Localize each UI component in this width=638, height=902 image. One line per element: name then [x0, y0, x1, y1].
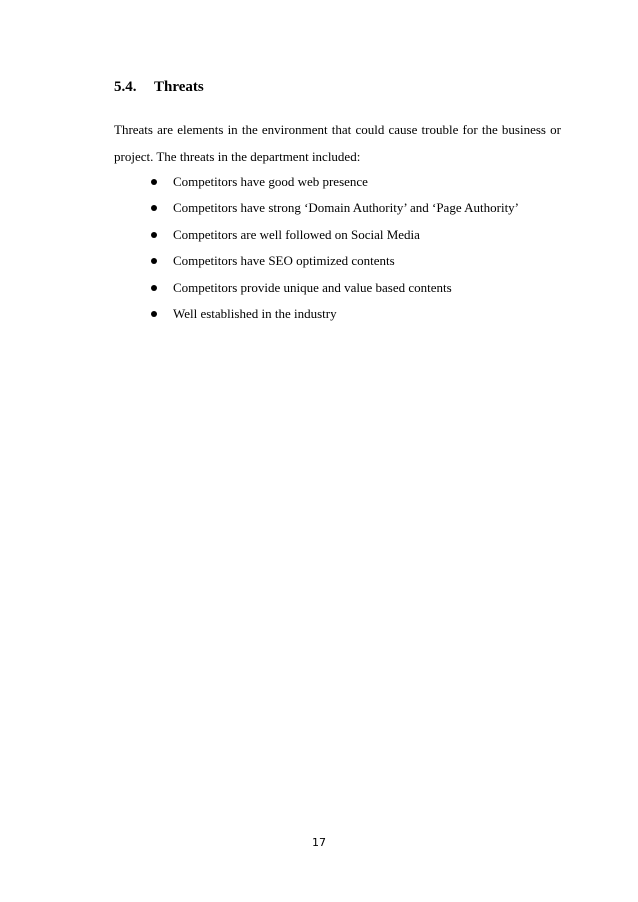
list-item-text: Competitors have strong ‘Domain Authority’ and ‘Page Authority’ — [173, 200, 520, 216]
list-item — [151, 172, 519, 198]
list-item-text: Competitors have SEO optimized contents — [173, 253, 395, 269]
page-number: 17 — [312, 836, 326, 849]
section-number: 5.4. — [114, 79, 137, 95]
list-item — [151, 278, 519, 304]
list-item — [151, 251, 519, 277]
section-heading — [114, 77, 204, 97]
bullet-icon — [151, 311, 157, 317]
list-item — [151, 198, 519, 224]
bullet-icon — [151, 258, 157, 264]
list-item — [151, 225, 519, 251]
threats-list — [151, 172, 519, 330]
section-title: Threats — [154, 79, 204, 95]
bullet-icon — [151, 179, 157, 185]
list-item-text: Well established in the industry — [173, 305, 337, 321]
bullet-icon — [151, 232, 157, 238]
bullet-icon — [151, 285, 157, 291]
list-item — [151, 304, 519, 330]
list-item-text: Competitors provide unique and value based contents — [173, 279, 452, 295]
bullet-icon — [151, 205, 157, 211]
intro-paragraph: Threats are elements in the environment that could cause trouble for the business or project. The threats in the department included: — [114, 122, 561, 164]
list-item-text: Competitors have good web presence — [173, 174, 368, 189]
list-item-text: Competitors are well followed on Social Media — [173, 226, 420, 242]
